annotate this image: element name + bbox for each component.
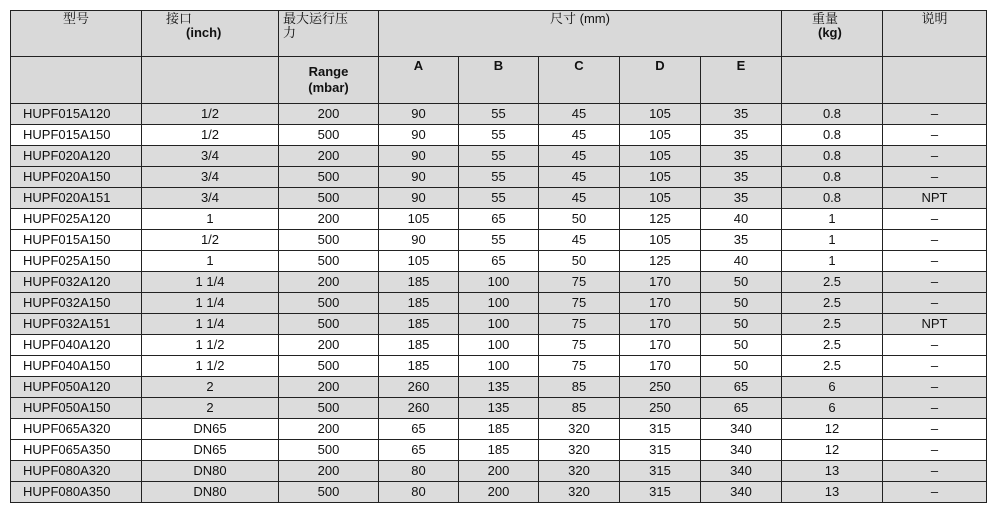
cell-interface: 1 [142, 251, 279, 272]
cell-dim-c: 50 [539, 251, 620, 272]
cell-interface: 1 1/4 [142, 272, 279, 293]
table-row [11, 230, 987, 251]
cell-model: HUPF080A350 [11, 482, 142, 503]
cell-dim-b: 185 [459, 419, 539, 440]
table-row [11, 335, 987, 356]
header-interface-sub [142, 57, 279, 104]
cell-dim-d: 105 [620, 125, 701, 146]
table-row [11, 377, 987, 398]
cell-dim-a: 80 [379, 461, 459, 482]
cell-model: HUPF015A120 [11, 104, 142, 125]
cell-pressure: 500 [279, 398, 379, 419]
cell-weight: 1 [782, 230, 883, 251]
cell-dim-e: 35 [701, 125, 782, 146]
cell-dim-e: 35 [701, 230, 782, 251]
cell-weight: 12 [782, 419, 883, 440]
cell-dim-e: 40 [701, 251, 782, 272]
cell-dim-e: 50 [701, 335, 782, 356]
cell-model: HUPF040A150 [11, 356, 142, 377]
cell-note: – [883, 335, 987, 356]
cell-weight: 12 [782, 440, 883, 461]
header-pressure-range: Range (mbar) [279, 57, 379, 104]
cell-pressure: 500 [279, 356, 379, 377]
cell-weight: 0.8 [782, 167, 883, 188]
cell-dim-a: 90 [379, 230, 459, 251]
table-body [11, 104, 987, 503]
cell-weight: 2.5 [782, 356, 883, 377]
cell-dim-a: 185 [379, 356, 459, 377]
spec-table [10, 10, 987, 503]
cell-note: – [883, 167, 987, 188]
cell-dim-c: 75 [539, 272, 620, 293]
cell-pressure: 500 [279, 440, 379, 461]
header-model: 型号 [11, 11, 142, 57]
cell-note: NPT [883, 188, 987, 209]
cell-dim-d: 170 [620, 335, 701, 356]
cell-dim-d: 125 [620, 209, 701, 230]
cell-dim-a: 185 [379, 335, 459, 356]
table-header [11, 11, 987, 104]
cell-dim-a: 65 [379, 440, 459, 461]
cell-model: HUPF032A151 [11, 314, 142, 335]
table-row [11, 398, 987, 419]
cell-dim-b: 200 [459, 482, 539, 503]
cell-dim-e: 50 [701, 356, 782, 377]
cell-dim-b: 100 [459, 314, 539, 335]
cell-pressure: 500 [279, 167, 379, 188]
cell-interface: 3/4 [142, 146, 279, 167]
cell-weight: 0.8 [782, 104, 883, 125]
cell-model: HUPF065A320 [11, 419, 142, 440]
cell-dim-d: 105 [620, 188, 701, 209]
cell-note: – [883, 293, 987, 314]
cell-note: – [883, 440, 987, 461]
cell-model: HUPF080A320 [11, 461, 142, 482]
cell-dim-c: 320 [539, 482, 620, 503]
cell-dim-c: 320 [539, 419, 620, 440]
cell-pressure: 200 [279, 377, 379, 398]
cell-note: – [883, 377, 987, 398]
cell-dim-c: 45 [539, 188, 620, 209]
cell-pressure: 200 [279, 104, 379, 125]
cell-pressure: 500 [279, 230, 379, 251]
cell-dim-a: 260 [379, 377, 459, 398]
cell-dim-d: 315 [620, 440, 701, 461]
header-dim-c: C [539, 57, 620, 104]
cell-dim-c: 45 [539, 146, 620, 167]
cell-dim-c: 50 [539, 209, 620, 230]
cell-dim-b: 55 [459, 125, 539, 146]
table-row [11, 482, 987, 503]
cell-dim-c: 85 [539, 398, 620, 419]
cell-dim-e: 35 [701, 188, 782, 209]
cell-weight: 0.8 [782, 188, 883, 209]
cell-dim-d: 125 [620, 251, 701, 272]
cell-dim-e: 340 [701, 419, 782, 440]
cell-dim-c: 320 [539, 440, 620, 461]
cell-dim-d: 315 [620, 461, 701, 482]
cell-dim-c: 45 [539, 230, 620, 251]
table-row [11, 314, 987, 335]
spec-table-container [10, 10, 987, 503]
cell-dim-b: 55 [459, 230, 539, 251]
cell-pressure: 500 [279, 314, 379, 335]
cell-pressure: 500 [279, 293, 379, 314]
cell-pressure: 500 [279, 482, 379, 503]
cell-interface: DN80 [142, 482, 279, 503]
cell-dim-a: 65 [379, 419, 459, 440]
cell-dim-c: 75 [539, 314, 620, 335]
cell-interface: 3/4 [142, 188, 279, 209]
header-weight: 重量 (kg) [782, 11, 883, 57]
cell-weight: 2.5 [782, 272, 883, 293]
cell-note: – [883, 251, 987, 272]
table-row [11, 125, 987, 146]
cell-dim-c: 45 [539, 125, 620, 146]
cell-dim-b: 100 [459, 272, 539, 293]
cell-interface: 1/2 [142, 104, 279, 125]
cell-model: HUPF032A150 [11, 293, 142, 314]
cell-dim-b: 135 [459, 377, 539, 398]
cell-dim-a: 80 [379, 482, 459, 503]
cell-dim-c: 75 [539, 335, 620, 356]
cell-interface: 2 [142, 377, 279, 398]
cell-pressure: 200 [279, 335, 379, 356]
table-row [11, 293, 987, 314]
cell-note: – [883, 272, 987, 293]
cell-dim-d: 170 [620, 314, 701, 335]
cell-dim-d: 315 [620, 419, 701, 440]
cell-weight: 0.8 [782, 146, 883, 167]
cell-note: – [883, 461, 987, 482]
cell-pressure: 200 [279, 461, 379, 482]
cell-dim-d: 170 [620, 293, 701, 314]
cell-dim-e: 340 [701, 461, 782, 482]
cell-interface: 1 1/4 [142, 293, 279, 314]
cell-model: HUPF020A151 [11, 188, 142, 209]
header-dimensions: 尺寸 (mm) [379, 11, 782, 57]
cell-dim-a: 90 [379, 188, 459, 209]
cell-note: – [883, 125, 987, 146]
cell-model: HUPF025A150 [11, 251, 142, 272]
cell-pressure: 200 [279, 419, 379, 440]
cell-dim-b: 55 [459, 104, 539, 125]
table-row [11, 356, 987, 377]
cell-interface: DN65 [142, 419, 279, 440]
table-row [11, 272, 987, 293]
cell-dim-e: 65 [701, 377, 782, 398]
cell-interface: 1 [142, 209, 279, 230]
cell-note: – [883, 209, 987, 230]
cell-interface: 1/2 [142, 125, 279, 146]
cell-weight: 2.5 [782, 293, 883, 314]
table-row [11, 188, 987, 209]
cell-note: – [883, 104, 987, 125]
cell-dim-b: 55 [459, 146, 539, 167]
cell-weight: 13 [782, 482, 883, 503]
table-row [11, 440, 987, 461]
cell-dim-d: 170 [620, 356, 701, 377]
table-row [11, 419, 987, 440]
cell-note: – [883, 482, 987, 503]
cell-dim-e: 340 [701, 482, 782, 503]
cell-dim-e: 50 [701, 314, 782, 335]
cell-dim-e: 340 [701, 440, 782, 461]
cell-dim-b: 100 [459, 293, 539, 314]
cell-interface: 1 1/2 [142, 335, 279, 356]
cell-dim-b: 100 [459, 335, 539, 356]
cell-dim-a: 90 [379, 146, 459, 167]
header-dim-d: D [620, 57, 701, 104]
cell-dim-d: 250 [620, 377, 701, 398]
header-notes: 说明 [883, 11, 987, 57]
cell-dim-b: 55 [459, 188, 539, 209]
cell-dim-a: 185 [379, 272, 459, 293]
cell-model: HUPF050A120 [11, 377, 142, 398]
cell-model: HUPF015A150 [11, 125, 142, 146]
cell-model: HUPF032A120 [11, 272, 142, 293]
cell-dim-e: 35 [701, 146, 782, 167]
cell-pressure: 200 [279, 146, 379, 167]
cell-dim-e: 40 [701, 209, 782, 230]
cell-dim-d: 315 [620, 482, 701, 503]
cell-note: – [883, 230, 987, 251]
table-row [11, 104, 987, 125]
cell-dim-b: 100 [459, 356, 539, 377]
cell-dim-d: 250 [620, 398, 701, 419]
cell-note: – [883, 398, 987, 419]
cell-model: HUPF050A150 [11, 398, 142, 419]
header-interface: 接口 (inch) [142, 11, 279, 57]
cell-dim-c: 75 [539, 293, 620, 314]
cell-weight: 0.8 [782, 125, 883, 146]
cell-pressure: 500 [279, 188, 379, 209]
cell-dim-d: 105 [620, 167, 701, 188]
cell-weight: 6 [782, 377, 883, 398]
cell-interface: 1 1/4 [142, 314, 279, 335]
cell-model: HUPF065A350 [11, 440, 142, 461]
cell-dim-c: 75 [539, 356, 620, 377]
cell-dim-e: 35 [701, 167, 782, 188]
cell-weight: 2.5 [782, 314, 883, 335]
cell-note: – [883, 146, 987, 167]
cell-model: HUPF020A150 [11, 167, 142, 188]
header-notes-sub [883, 57, 987, 104]
table-row [11, 461, 987, 482]
cell-dim-e: 50 [701, 272, 782, 293]
cell-dim-b: 135 [459, 398, 539, 419]
cell-note: – [883, 356, 987, 377]
cell-model: HUPF025A120 [11, 209, 142, 230]
cell-dim-c: 45 [539, 167, 620, 188]
cell-dim-c: 320 [539, 461, 620, 482]
cell-dim-a: 260 [379, 398, 459, 419]
table-row [11, 167, 987, 188]
header-max-pressure: 最大运行压力 [279, 11, 379, 57]
cell-dim-a: 185 [379, 314, 459, 335]
cell-pressure: 500 [279, 125, 379, 146]
cell-dim-d: 105 [620, 104, 701, 125]
cell-model: HUPF040A120 [11, 335, 142, 356]
cell-weight: 13 [782, 461, 883, 482]
cell-model: HUPF020A120 [11, 146, 142, 167]
header-dim-e: E [701, 57, 782, 104]
cell-dim-a: 105 [379, 251, 459, 272]
cell-pressure: 500 [279, 251, 379, 272]
cell-dim-d: 105 [620, 230, 701, 251]
cell-interface: 1 1/2 [142, 356, 279, 377]
cell-weight: 2.5 [782, 335, 883, 356]
cell-weight: 1 [782, 251, 883, 272]
cell-dim-c: 45 [539, 104, 620, 125]
cell-pressure: 200 [279, 209, 379, 230]
header-weight-sub [782, 57, 883, 104]
cell-dim-e: 35 [701, 104, 782, 125]
cell-interface: 1/2 [142, 230, 279, 251]
cell-dim-a: 185 [379, 293, 459, 314]
cell-dim-a: 90 [379, 167, 459, 188]
cell-note: NPT [883, 314, 987, 335]
cell-dim-d: 105 [620, 146, 701, 167]
cell-model: HUPF015A150 [11, 230, 142, 251]
table-row [11, 251, 987, 272]
cell-weight: 1 [782, 209, 883, 230]
header-model-sub [11, 57, 142, 104]
cell-interface: 2 [142, 398, 279, 419]
cell-interface: DN80 [142, 461, 279, 482]
cell-weight: 6 [782, 398, 883, 419]
header-dim-b: B [459, 57, 539, 104]
cell-dim-b: 65 [459, 209, 539, 230]
cell-dim-b: 55 [459, 167, 539, 188]
table-row [11, 209, 987, 230]
cell-dim-b: 185 [459, 440, 539, 461]
cell-dim-a: 90 [379, 125, 459, 146]
cell-dim-e: 50 [701, 293, 782, 314]
cell-dim-b: 65 [459, 251, 539, 272]
cell-dim-a: 105 [379, 209, 459, 230]
cell-interface: DN65 [142, 440, 279, 461]
cell-dim-d: 170 [620, 272, 701, 293]
cell-interface: 3/4 [142, 167, 279, 188]
table-row [11, 146, 987, 167]
header-dim-a: A [379, 57, 459, 104]
cell-dim-b: 200 [459, 461, 539, 482]
cell-dim-a: 90 [379, 104, 459, 125]
cell-dim-e: 65 [701, 398, 782, 419]
cell-note: – [883, 419, 987, 440]
cell-dim-c: 85 [539, 377, 620, 398]
cell-pressure: 200 [279, 272, 379, 293]
